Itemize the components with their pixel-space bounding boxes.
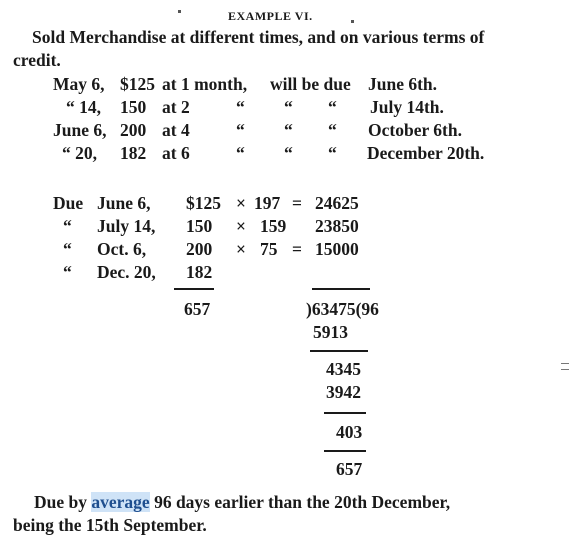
- ditto-mark: “: [284, 143, 293, 163]
- ditto-mark: “: [236, 97, 245, 117]
- products-rule: [312, 288, 370, 290]
- division-step: 403: [336, 422, 363, 442]
- intro-line-2: credit.: [13, 50, 61, 70]
- ditto-mark: “: [236, 120, 245, 140]
- calc-amount: 182: [186, 262, 213, 282]
- sale-date: June 6,: [53, 120, 107, 140]
- calc-date: June 6,: [97, 193, 151, 213]
- calc-amount: 150: [186, 216, 213, 236]
- sale-term: at 6: [162, 143, 190, 163]
- intro-line-1: Sold Merchandise at different times, and on various terms of: [32, 27, 485, 47]
- ditto-mark: “: [328, 97, 337, 117]
- calc-date: July 14,: [97, 216, 156, 236]
- sale-due-date: October 6th.: [368, 120, 462, 140]
- highlighted-word[interactable]: average: [91, 492, 150, 512]
- calc-product: 23850: [315, 216, 359, 236]
- ditto-mark: “: [284, 120, 293, 140]
- division-rule: [310, 350, 368, 352]
- times-sign: ×: [236, 239, 246, 259]
- division-step: 3942: [326, 382, 361, 402]
- amount-total: 657: [184, 299, 211, 319]
- calc-date: Dec. 20,: [97, 262, 156, 282]
- sale-term: at 1 month,: [162, 74, 248, 94]
- times-sign: ×: [236, 193, 246, 213]
- times-sign: ×: [236, 216, 246, 236]
- ditto-mark: “: [236, 143, 245, 163]
- division-step: 5913: [313, 322, 348, 342]
- conclusion-text: 96 days earlier than the 20th December,: [149, 492, 451, 512]
- calc-amount: $125: [186, 193, 221, 213]
- sale-date: “ 14,: [66, 97, 101, 117]
- sale-due-date: July 14th.: [370, 97, 444, 117]
- sale-amount: 150: [120, 97, 147, 117]
- ditto-mark: “: [63, 262, 72, 282]
- calc-product: 15000: [315, 239, 359, 259]
- division-dividend: )63475(96: [306, 299, 379, 319]
- sale-amount: $125: [120, 74, 155, 94]
- ditto-mark: “: [328, 120, 337, 140]
- calc-date: Oct. 6,: [97, 239, 147, 259]
- sale-amount: 200: [120, 120, 147, 140]
- sale-amount: 182: [120, 143, 147, 163]
- example-title: EXAMPLE VI.: [228, 9, 313, 23]
- division-step: 4345: [326, 359, 361, 379]
- sale-due-prefix: will be due: [270, 74, 351, 94]
- ditto-mark: “: [63, 216, 72, 236]
- sale-due-date: June 6th.: [368, 74, 438, 94]
- sale-term: at 4: [162, 120, 190, 140]
- equals-sign: =: [292, 193, 302, 213]
- sum-rule: [174, 288, 214, 290]
- conclusion-line-1: [34, 494, 450, 512]
- calc-days: 75: [260, 239, 278, 259]
- ditto-mark: “: [328, 143, 337, 163]
- margin-mark: [561, 363, 569, 370]
- calc-days: 159: [260, 216, 287, 236]
- sale-term: at 2: [162, 97, 190, 117]
- ditto-mark: “: [63, 239, 72, 259]
- division-step: 657: [336, 459, 363, 479]
- sale-due-date: December 20th.: [367, 143, 485, 163]
- calc-amount: 200: [186, 239, 213, 259]
- calc-days: 197: [254, 193, 281, 213]
- division-rule: [324, 412, 366, 414]
- stray-mark: [178, 10, 181, 13]
- equals-sign: =: [292, 239, 302, 259]
- division-rule: [324, 450, 366, 452]
- sale-date: May 6,: [53, 74, 105, 94]
- conclusion-text: Due by: [34, 492, 92, 512]
- sale-date: “ 20,: [62, 143, 97, 163]
- ditto-mark: “: [284, 97, 293, 117]
- conclusion-line-2: being the 15th September.: [13, 515, 207, 535]
- calc-product: 24625: [315, 193, 359, 213]
- calc-label: Due: [53, 193, 84, 213]
- stray-mark: [351, 20, 354, 23]
